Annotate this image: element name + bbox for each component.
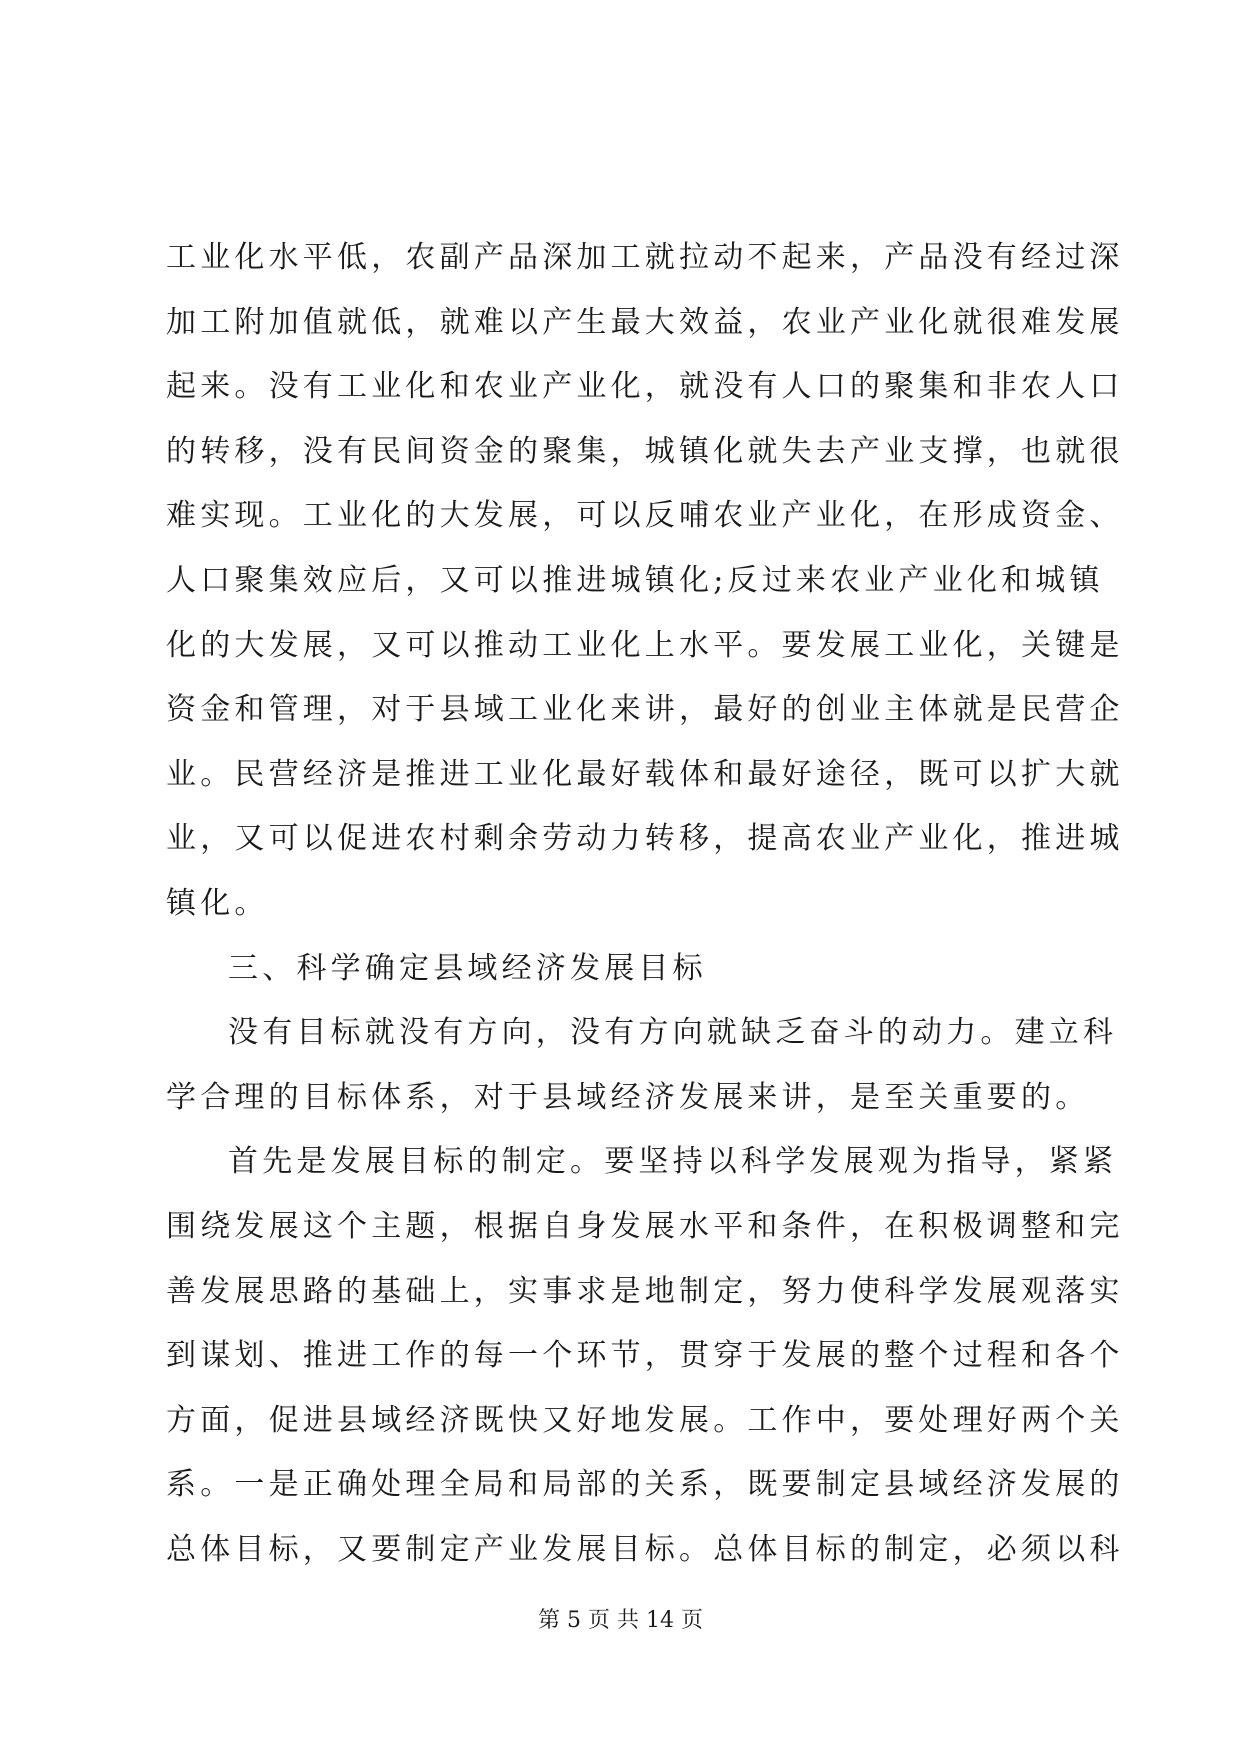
text-line: 资金和管理，对于县域工业化来讲，最好的创业主体就是民营企 bbox=[166, 692, 1124, 728]
text-line: 起来。没有工业化和农业产业化，就没有人口的聚集和非农人口 bbox=[166, 369, 1124, 405]
text-line: 工业化水平低，农副产品深加工就拉动不起来，产品没有经过深 bbox=[166, 240, 1124, 275]
text-line: 的转移，没有民间资金的聚集，城镇化就失去产业支撑，也就很 bbox=[166, 433, 1124, 469]
page-number-footer: 第 5 页 共 14 页 bbox=[538, 1608, 703, 1633]
text-line: 总体目标，又要制定产业发展目标。总体目标的制定，必须以科 bbox=[166, 1531, 1124, 1567]
text-line: 人口聚集效应后，又可以推进城镇化;反过来农业产业化和城镇 bbox=[166, 562, 1104, 598]
text-line: 业。民营经济是推进工业化最好载体和最好途径，既可以扩大就 bbox=[166, 756, 1124, 792]
paragraph-first-line: 首先是发展目标的制定。要坚持以科学发展观为指导，紧紧 bbox=[228, 1144, 1118, 1180]
body-text bbox=[166, 226, 1124, 1582]
text-line: 方面，促进县域经济既快又好地发展。工作中，要处理好两个关 bbox=[166, 1402, 1124, 1438]
text-line: 加工附加值就低，就难以产生最大效益，农业产业化就很难发展 bbox=[166, 304, 1124, 340]
text-line: 难实现。工业化的大发展，可以反哺农业产业化，在形成资金、 bbox=[166, 498, 1124, 534]
text-line: 围绕发展这个主题，根据自身发展水平和条件，在积极调整和完 bbox=[166, 1208, 1124, 1244]
text-line: 化的大发展，又可以推动工业化上水平。要发展工业化，关键是 bbox=[166, 627, 1124, 663]
section-heading: 三、科学确定县域经济发展目标 bbox=[228, 950, 707, 986]
text-line: 系。一是正确处理全局和局部的关系，既要制定县域经济发展的 bbox=[166, 1467, 1124, 1503]
text-line: 学合理的目标体系，对于县域经济发展来讲，是至关重要的。 bbox=[166, 1079, 1090, 1115]
paragraph-first-line: 没有目标就没有方向，没有方向就缺乏奋斗的动力。建立科 bbox=[228, 1015, 1118, 1051]
text-line: 善发展思路的基础上，实事求是地制定，努力使科学发展观落实 bbox=[166, 1273, 1124, 1309]
text-line: 业，又可以促进农村剩余劳动力转移，提高农业产业化，推进城 bbox=[166, 821, 1124, 857]
text-line: 镇化。 bbox=[166, 885, 269, 921]
text-line: 到谋划、推进工作的每一个环节，贯穿于发展的整个过程和各个 bbox=[166, 1338, 1124, 1374]
